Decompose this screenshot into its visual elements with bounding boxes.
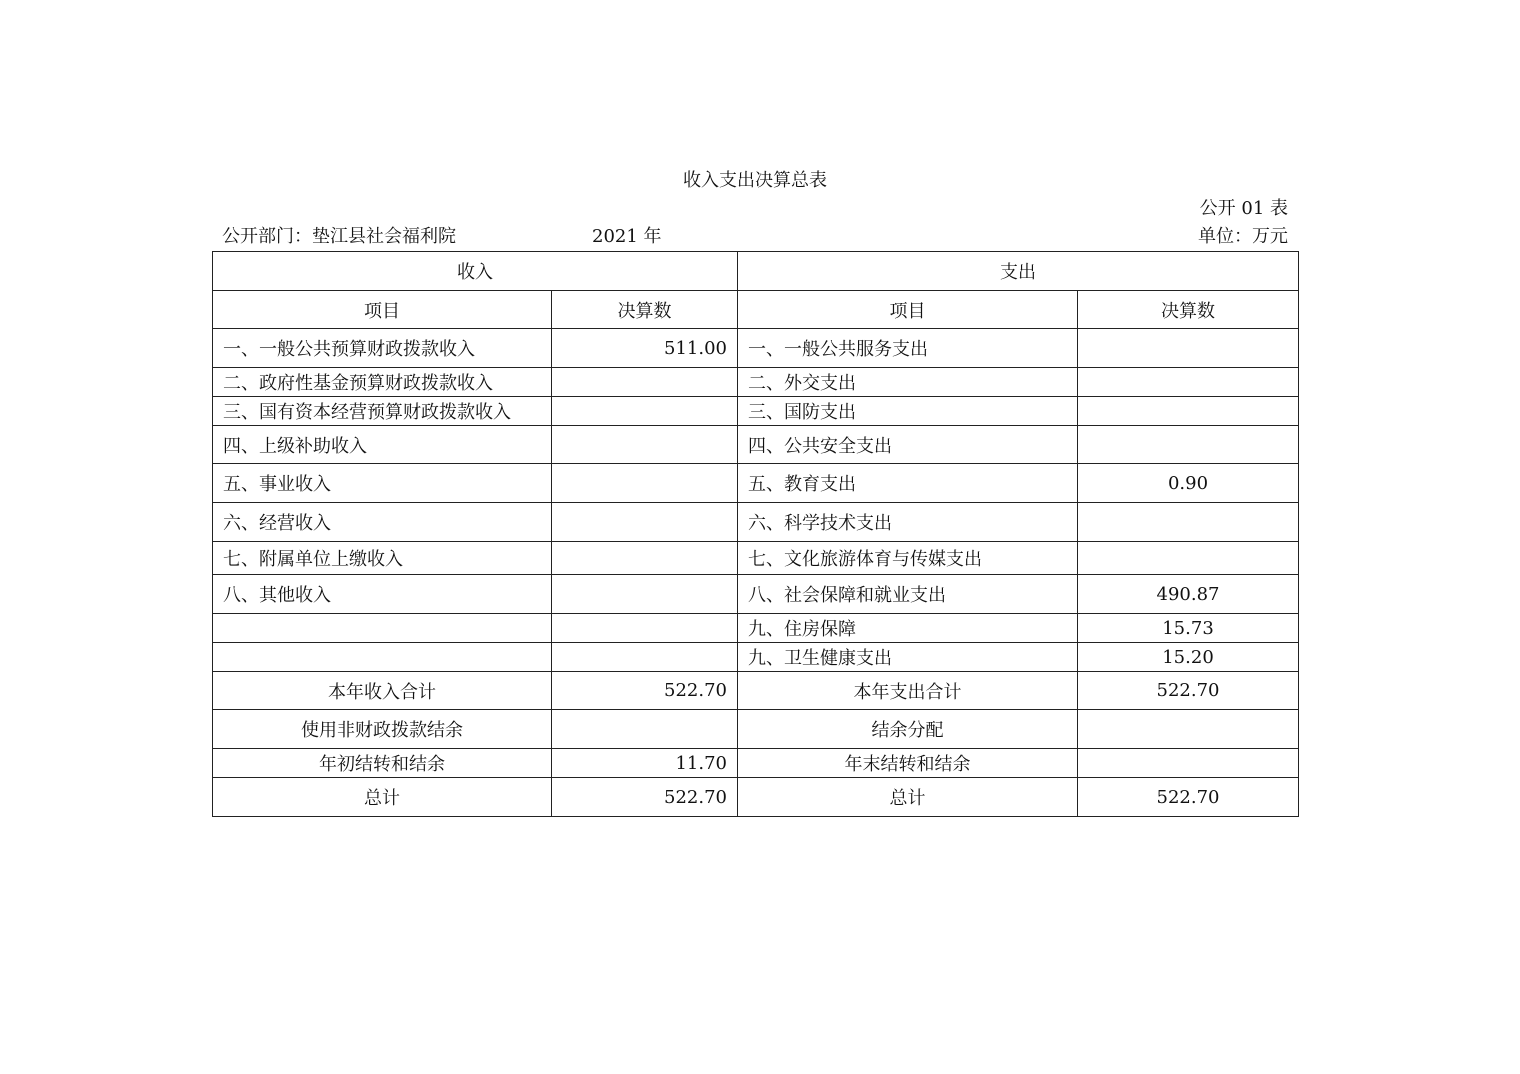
expense-total-amount: 522.70 bbox=[1078, 778, 1299, 817]
income-amount bbox=[552, 614, 738, 643]
expense-item: 七、文化旅游体育与传媒支出 bbox=[738, 542, 1078, 575]
table-row bbox=[213, 464, 1299, 503]
table-row bbox=[213, 542, 1299, 575]
income-amount: 511.00 bbox=[552, 329, 738, 368]
expense-summary-amount: 522.70 bbox=[1078, 672, 1299, 710]
table-row bbox=[213, 397, 1299, 426]
income-item: 五、事业收入 bbox=[213, 464, 552, 503]
expense-amount-header: 决算数 bbox=[1078, 291, 1299, 329]
unit-label: 单位：万元 bbox=[1198, 226, 1288, 247]
expense-item: 五、教育支出 bbox=[738, 464, 1078, 503]
income-amount-header: 决算数 bbox=[552, 291, 738, 329]
income-item: 四、上级补助收入 bbox=[213, 426, 552, 464]
expense-amount: 490.87 bbox=[1078, 575, 1299, 614]
expense-total-item: 总计 bbox=[738, 778, 1078, 817]
expense-item-header: 项目 bbox=[738, 291, 1078, 329]
summary-row bbox=[213, 710, 1299, 749]
income-total-item: 总计 bbox=[213, 778, 552, 817]
table-row bbox=[213, 368, 1299, 397]
expense-summary-item: 年末结转和结余 bbox=[738, 749, 1078, 778]
income-item bbox=[213, 614, 552, 643]
table-row bbox=[213, 614, 1299, 643]
total-row bbox=[213, 778, 1299, 817]
income-summary-item: 本年收入合计 bbox=[213, 672, 552, 710]
expense-summary-item: 结余分配 bbox=[738, 710, 1078, 749]
income-item: 三、国有资本经营预算财政拨款收入 bbox=[213, 397, 552, 426]
expense-section-header: 支出 bbox=[738, 252, 1299, 291]
expense-amount: 0.90 bbox=[1078, 464, 1299, 503]
column-header-row bbox=[213, 291, 1299, 329]
expense-amount bbox=[1078, 397, 1299, 426]
income-item: 六、经营收入 bbox=[213, 503, 552, 542]
table-row bbox=[213, 575, 1299, 614]
income-summary-item: 年初结转和结余 bbox=[213, 749, 552, 778]
income-amount bbox=[552, 464, 738, 503]
table-row bbox=[213, 503, 1299, 542]
form-code: 公开 01 表 bbox=[1199, 198, 1288, 219]
table-row bbox=[213, 329, 1299, 368]
income-item: 一、一般公共预算财政拨款收入 bbox=[213, 329, 552, 368]
income-amount bbox=[552, 426, 738, 464]
income-item: 八、其他收入 bbox=[213, 575, 552, 614]
table-row bbox=[213, 643, 1299, 672]
income-item bbox=[213, 643, 552, 672]
income-amount bbox=[552, 575, 738, 614]
expense-amount bbox=[1078, 542, 1299, 575]
income-summary-amount: 522.70 bbox=[552, 672, 738, 710]
income-item: 二、政府性基金预算财政拨款收入 bbox=[213, 368, 552, 397]
expense-summary-amount bbox=[1078, 710, 1299, 749]
expense-summary-item: 本年支出合计 bbox=[738, 672, 1078, 710]
income-amount bbox=[552, 643, 738, 672]
expense-item: 一、一般公共服务支出 bbox=[738, 329, 1078, 368]
summary-row bbox=[213, 672, 1299, 710]
expense-amount bbox=[1078, 426, 1299, 464]
expense-item: 四、公共安全支出 bbox=[738, 426, 1078, 464]
section-header-row bbox=[213, 252, 1299, 291]
expense-amount: 15.73 bbox=[1078, 614, 1299, 643]
expense-item: 二、外交支出 bbox=[738, 368, 1078, 397]
expense-amount: 15.20 bbox=[1078, 643, 1299, 672]
income-amount bbox=[552, 368, 738, 397]
expense-amount bbox=[1078, 503, 1299, 542]
table-row bbox=[213, 426, 1299, 464]
income-item-header: 项目 bbox=[213, 291, 552, 329]
expense-amount bbox=[1078, 329, 1299, 368]
expense-item: 九、卫生健康支出 bbox=[738, 643, 1078, 672]
expense-summary-amount bbox=[1078, 749, 1299, 778]
income-summary-amount: 11.70 bbox=[552, 749, 738, 778]
expense-amount bbox=[1078, 368, 1299, 397]
page-title: 收入支出决算总表 bbox=[683, 170, 827, 191]
income-amount bbox=[552, 503, 738, 542]
income-summary-amount bbox=[552, 710, 738, 749]
expense-item: 三、国防支出 bbox=[738, 397, 1078, 426]
income-total-amount: 522.70 bbox=[552, 778, 738, 817]
summary-row bbox=[213, 749, 1299, 778]
expense-item: 八、社会保障和就业支出 bbox=[738, 575, 1078, 614]
department-label: 公开部门：垫江县社会福利院 bbox=[222, 226, 456, 247]
year-label: 2021 年 bbox=[592, 226, 662, 247]
income-expense-table bbox=[212, 251, 1299, 817]
expense-item: 六、科学技术支出 bbox=[738, 503, 1078, 542]
income-item: 七、附属单位上缴收入 bbox=[213, 542, 552, 575]
income-amount bbox=[552, 397, 738, 426]
income-section-header: 收入 bbox=[213, 252, 738, 291]
expense-item: 九、住房保障 bbox=[738, 614, 1078, 643]
income-amount bbox=[552, 542, 738, 575]
income-summary-item: 使用非财政拨款结余 bbox=[213, 710, 552, 749]
meta-row bbox=[222, 224, 1288, 250]
